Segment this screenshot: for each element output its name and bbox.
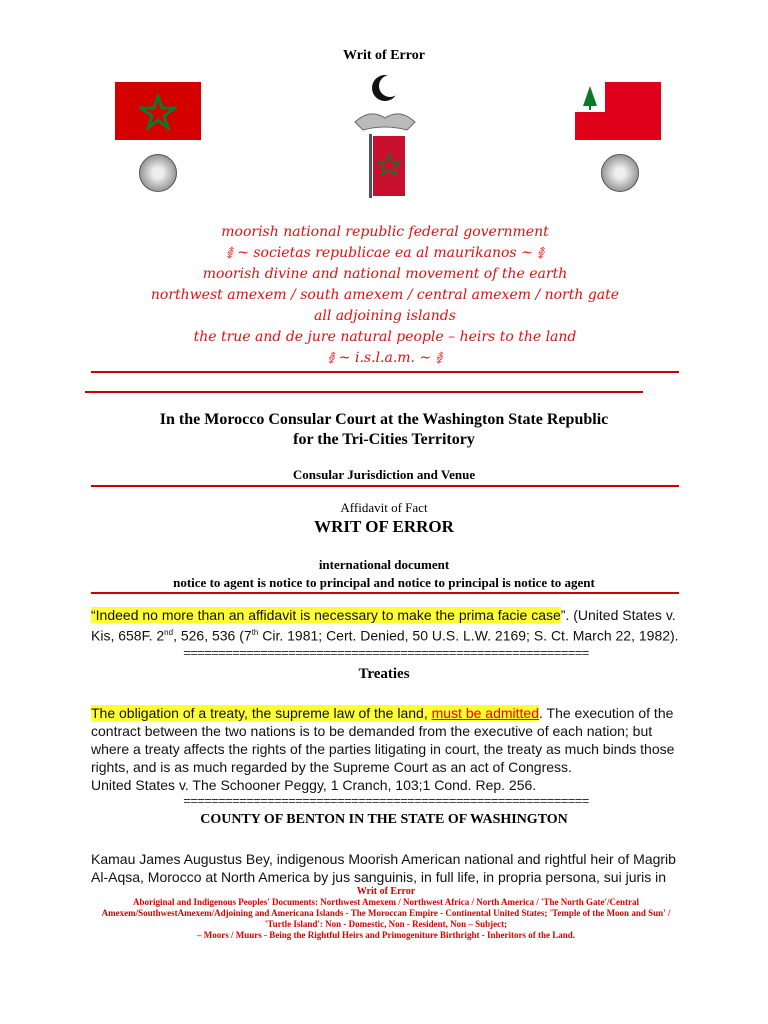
banner-line: moorish national republic federal government bbox=[221, 224, 549, 240]
notice-line: notice to agent is notice to principal and notice to principal is notice to agent bbox=[173, 575, 595, 590]
affidavit-label: Affidavit of Fact bbox=[340, 500, 428, 515]
banner-line: ࿅ ~ i.s.l.a.m. ~ ࿅ bbox=[327, 350, 443, 366]
banner-line: moorish divine and national movement of the earth bbox=[202, 266, 568, 282]
crescent-handshake-emblem-icon bbox=[345, 72, 425, 202]
banner-line: all adjoining islands bbox=[314, 308, 456, 324]
superscript: nd bbox=[164, 628, 174, 637]
body-paragraph: Kamau James Augustus Bey, indigenous Moorish American national and rightful heir of Magrib Al-Aqsa, Morocco at North America by jus sanguinis, in full life, in propria persona, sui juris in bbox=[91, 851, 676, 885]
morocco-flag-icon bbox=[115, 82, 201, 140]
page-header: Writ of Error bbox=[343, 48, 425, 63]
divider bbox=[91, 592, 679, 594]
international-document-label: international document bbox=[318, 557, 450, 572]
court-title-line: In the Morocco Consular Court at the Washington State Republic bbox=[159, 411, 609, 428]
quote-paragraph bbox=[91, 606, 681, 645]
treaty-citation: United States v. The Schooner Peggy, 1 Cranch, 103;1 Cond. Rep. 256. bbox=[91, 777, 537, 793]
divider bbox=[85, 391, 643, 393]
banner-text bbox=[91, 222, 679, 369]
separator: ========================================================== bbox=[183, 796, 589, 806]
banner-line: ࿅ ~ societas republicae ea al maurikanos ~ ࿅ bbox=[226, 245, 544, 261]
treaty-highlight-text: The obligation of a treaty, the supreme law of the land, bbox=[91, 705, 432, 721]
citation-text: ”. (United States v. Kis, 658F. 2 bbox=[91, 607, 676, 644]
treaty-emphasis: must be admitted bbox=[431, 705, 539, 721]
treaty-highlight bbox=[91, 705, 539, 721]
new-england-flag-icon bbox=[575, 82, 661, 140]
treaties-paragraph bbox=[91, 704, 681, 794]
citation-text: , 526, 536 (7 bbox=[173, 627, 252, 644]
superscript: th bbox=[251, 628, 259, 637]
treaties-heading: Treaties bbox=[358, 666, 410, 682]
treaty-body: . The execution of the contract between the two nations is to be demanded from the executive of each nation; but where a treaty affects the rights of the parties litigating in court, the treaty as much binds those rights, and is as much regarded by the Supreme Court as an act of Congress. bbox=[91, 705, 675, 775]
court-title bbox=[0, 410, 768, 450]
footer-line: – Moors / Muurs - Being the Rightful Heirs and Primogeniture Birthright - Inheritors of the Land. bbox=[196, 930, 576, 940]
divider bbox=[91, 485, 679, 487]
jurisdiction-heading: Consular Jurisdiction and Venue bbox=[292, 467, 476, 482]
great-seal-icon bbox=[601, 154, 639, 192]
divider bbox=[91, 371, 679, 373]
moorish-seal-icon bbox=[139, 154, 177, 192]
footer-line: Aboriginal and Indigenous Peoples' Documents: Northwest Amexem / Northwest Africa / North America / 'The North Gate'/Central Amexem/SouthwestAmexem/Adjoining and Americana Islands - The Moroccan Empire - Continental United States; 'Temple of the Moon and Sun' / 'Turtle Island': Non - Domestic, Non - Resident, Non – Subject; bbox=[101, 897, 671, 929]
banner-line: northwest amexem / south amexem / central amexem / north gate bbox=[150, 287, 620, 303]
separator: ========================================================== bbox=[183, 648, 589, 658]
county-heading: COUNTY OF BENTON IN THE STATE OF WASHINGTON bbox=[200, 812, 568, 827]
banner-line: the true and de jure natural people – heirs to the land bbox=[193, 329, 577, 345]
writ-title: WRIT OF ERROR bbox=[314, 517, 454, 536]
court-title-line: for the Tri-Cities Territory bbox=[293, 431, 475, 448]
citation-text: Cir. 1981; Cert. Denied, 50 U.S. L.W. 2169; S. Ct. March 22, 1982). bbox=[258, 627, 679, 644]
header-banner bbox=[91, 72, 679, 372]
page-footer bbox=[91, 886, 681, 941]
quote-highlight: “Indeed no more than an affidavit is necessary to make the prima facie case bbox=[91, 607, 561, 623]
footer-title: Writ of Error bbox=[356, 886, 416, 897]
